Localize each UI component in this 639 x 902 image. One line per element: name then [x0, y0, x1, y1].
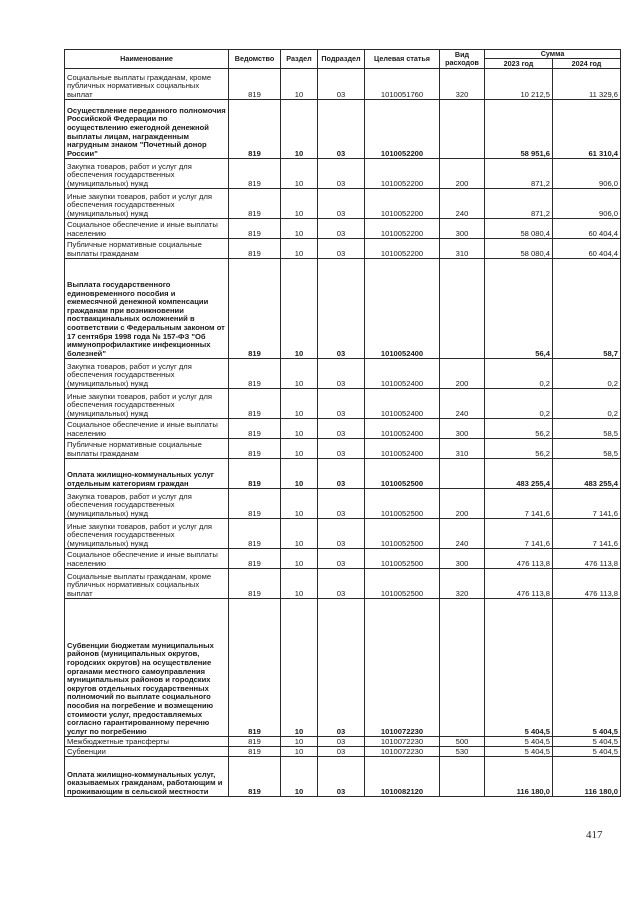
cell-section: 10: [281, 100, 318, 159]
cell-name: Закупка товаров, работ и услуг для обеспечения государственных (муниципальных) нужд: [65, 489, 229, 519]
cell-name: Публичные нормативные социальные выплаты гражданам: [65, 439, 229, 459]
cell-sum-2023: 116 180,0: [485, 757, 553, 797]
cell-department: 819: [229, 569, 281, 599]
cell-sum-2024: 5 404,5: [553, 747, 621, 757]
cell-expense-type: 310: [440, 239, 485, 259]
cell-section: 10: [281, 189, 318, 219]
cell-department: 819: [229, 419, 281, 439]
cell-section: 10: [281, 459, 318, 489]
cell-sum-2024: 5 404,5: [553, 599, 621, 737]
cell-expense-type: 200: [440, 489, 485, 519]
cell-department: 819: [229, 459, 281, 489]
table-row: [65, 747, 621, 757]
header-department: Ведомство: [229, 50, 281, 69]
cell-subsection: 03: [318, 737, 365, 747]
table-body: [65, 69, 621, 797]
cell-sum-2023: 58 080,4: [485, 219, 553, 239]
cell-section: 10: [281, 419, 318, 439]
cell-section: 10: [281, 69, 318, 100]
cell-expense-type: 530: [440, 747, 485, 757]
page-number: 417: [586, 829, 603, 841]
cell-section: 10: [281, 569, 318, 599]
cell-target: 1010072230: [365, 737, 440, 747]
cell-expense-type: 300: [440, 219, 485, 239]
cell-subsection: 03: [318, 69, 365, 100]
cell-subsection: 03: [318, 189, 365, 219]
cell-sum-2023: 476 113,8: [485, 549, 553, 569]
cell-sum-2023: 56,4: [485, 259, 553, 359]
cell-department: 819: [229, 389, 281, 419]
cell-expense-type: 240: [440, 389, 485, 419]
cell-section: 10: [281, 359, 318, 389]
table-header: [65, 50, 621, 69]
cell-name: Закупка товаров, работ и услуг для обеспечения государственных (муниципальных) нужд: [65, 159, 229, 189]
cell-section: 10: [281, 747, 318, 757]
cell-expense-type: 310: [440, 439, 485, 459]
cell-subsection: 03: [318, 569, 365, 599]
cell-sum-2023: 10 212,5: [485, 69, 553, 100]
table-row: [65, 599, 621, 737]
cell-sum-2023: 0,2: [485, 389, 553, 419]
cell-sum-2023: 0,2: [485, 359, 553, 389]
cell-department: 819: [229, 489, 281, 519]
header-section: Раздел: [281, 50, 318, 69]
cell-section: 10: [281, 599, 318, 737]
table-row: [65, 569, 621, 599]
cell-name: Социальные выплаты гражданам, кроме публичных нормативных социальных выплат: [65, 569, 229, 599]
cell-sum-2024: 476 113,8: [553, 569, 621, 599]
cell-subsection: 03: [318, 439, 365, 459]
table-row: [65, 189, 621, 219]
cell-section: 10: [281, 489, 318, 519]
cell-sum-2024: 476 113,8: [553, 549, 621, 569]
cell-sum-2023: 476 113,8: [485, 569, 553, 599]
cell-expense-type: 240: [440, 189, 485, 219]
cell-sum-2024: 61 310,4: [553, 100, 621, 159]
table-row: [65, 459, 621, 489]
table-row: [65, 519, 621, 549]
header-year-2024: 2024 год: [553, 59, 621, 69]
cell-section: 10: [281, 757, 318, 797]
cell-department: 819: [229, 239, 281, 259]
table-row: [65, 389, 621, 419]
table-row: [65, 239, 621, 259]
cell-sum-2023: 5 404,5: [485, 737, 553, 747]
cell-target: 1010082120: [365, 757, 440, 797]
cell-target: 1010052500: [365, 489, 440, 519]
table-row: [65, 549, 621, 569]
cell-sum-2024: 906,0: [553, 159, 621, 189]
cell-sum-2024: 7 141,6: [553, 519, 621, 549]
cell-sum-2024: 60 404,4: [553, 239, 621, 259]
cell-target: 1010052200: [365, 189, 440, 219]
table-row: [65, 419, 621, 439]
cell-target: 1010052500: [365, 569, 440, 599]
cell-target: 1010052500: [365, 549, 440, 569]
cell-name: Публичные нормативные социальные выплаты гражданам: [65, 239, 229, 259]
cell-section: 10: [281, 549, 318, 569]
cell-target: 1010052400: [365, 259, 440, 359]
table-row: [65, 489, 621, 519]
cell-expense-type: 300: [440, 419, 485, 439]
cell-department: 819: [229, 69, 281, 100]
cell-sum-2023: 7 141,6: [485, 489, 553, 519]
cell-subsection: 03: [318, 389, 365, 419]
table-row: [65, 219, 621, 239]
cell-sum-2023: 5 404,5: [485, 599, 553, 737]
cell-name: Выплата государственного единовременного пособия и ежемесячной денежной компенсации гражданам при возникновении поствакцинальных осложнений в соответствии с Федеральным законом от 17 сентября 1998 года № 157-ФЗ "Об иммунопрофилактике инфекционных болезней": [65, 259, 229, 359]
cell-target: 1010051760: [365, 69, 440, 100]
cell-expense-type: [440, 599, 485, 737]
cell-subsection: 03: [318, 239, 365, 259]
cell-name: Социальное обеспечение и иные выплаты населению: [65, 219, 229, 239]
cell-sum-2024: 7 141,6: [553, 489, 621, 519]
cell-department: 819: [229, 439, 281, 459]
cell-sum-2024: 58,7: [553, 259, 621, 359]
table-row: [65, 100, 621, 159]
cell-sum-2024: 58,5: [553, 419, 621, 439]
cell-name: Оплата жилищно-коммунальных услуг, оказываемых гражданам, работающим и проживающим в сельской местности: [65, 757, 229, 797]
cell-department: 819: [229, 359, 281, 389]
cell-sum-2023: 58 080,4: [485, 239, 553, 259]
cell-sum-2023: 56,2: [485, 419, 553, 439]
cell-name: Социальное обеспечение и иные выплаты населению: [65, 549, 229, 569]
cell-subsection: 03: [318, 747, 365, 757]
cell-sum-2023: 7 141,6: [485, 519, 553, 549]
cell-name: Оплата жилищно-коммунальных услуг отдельным категориям граждан: [65, 459, 229, 489]
cell-section: 10: [281, 737, 318, 747]
cell-section: 10: [281, 439, 318, 459]
cell-department: 819: [229, 100, 281, 159]
cell-sum-2024: 60 404,4: [553, 219, 621, 239]
cell-target: 1010052400: [365, 439, 440, 459]
cell-sum-2023: 5 404,5: [485, 747, 553, 757]
header-sum: Сумма: [485, 50, 621, 59]
cell-section: 10: [281, 259, 318, 359]
cell-target: 1010052200: [365, 219, 440, 239]
cell-department: 819: [229, 189, 281, 219]
cell-department: 819: [229, 219, 281, 239]
cell-name: Иные закупки товаров, работ и услуг для обеспечения государственных (муниципальных) нужд: [65, 389, 229, 419]
cell-target: 1010072230: [365, 747, 440, 757]
cell-target: 1010052500: [365, 459, 440, 489]
cell-expense-type: 500: [440, 737, 485, 747]
cell-section: 10: [281, 219, 318, 239]
cell-name: Иные закупки товаров, работ и услуг для обеспечения государственных (муниципальных) нужд: [65, 519, 229, 549]
table-row: [65, 69, 621, 100]
cell-subsection: 03: [318, 519, 365, 549]
cell-name: Субвенции бюджетам муниципальных районов (муниципальных округов, городских округов) на осуществление органами местного самоуправления муниципальных районов и городских округов отдельных государственных полномочий по выплате социального пособия на погребение и возмещению стоимости услуг, предоставляемых согласно гарантированному перечню услуг по погребению: [65, 599, 229, 737]
cell-sum-2024: 906,0: [553, 189, 621, 219]
cell-target: 1010052400: [365, 359, 440, 389]
cell-expense-type: [440, 757, 485, 797]
cell-name: Социальное обеспечение и иные выплаты населению: [65, 419, 229, 439]
cell-section: 10: [281, 239, 318, 259]
cell-section: 10: [281, 159, 318, 189]
cell-department: 819: [229, 757, 281, 797]
cell-sum-2024: 5 404,5: [553, 737, 621, 747]
cell-sum-2023: 56,2: [485, 439, 553, 459]
header-expense-type: Вид расходов: [440, 50, 485, 69]
cell-subsection: 03: [318, 159, 365, 189]
cell-subsection: 03: [318, 259, 365, 359]
table-row: [65, 439, 621, 459]
header-name: Наименование: [65, 50, 229, 69]
cell-subsection: 03: [318, 359, 365, 389]
cell-sum-2023: 871,2: [485, 159, 553, 189]
header-year-2023: 2023 год: [485, 59, 553, 69]
cell-department: 819: [229, 549, 281, 569]
cell-subsection: 03: [318, 100, 365, 159]
cell-name: Осуществление переданного полномочия Российской Федерации по осуществлению ежегодной денежной выплаты лицам, награжденным нагрудным знаком "Почетный донор России": [65, 100, 229, 159]
cell-subsection: 03: [318, 219, 365, 239]
cell-expense-type: [440, 100, 485, 159]
cell-subsection: 03: [318, 459, 365, 489]
table-row: [65, 259, 621, 359]
cell-expense-type: 240: [440, 519, 485, 549]
cell-department: 819: [229, 519, 281, 549]
cell-expense-type: 320: [440, 569, 485, 599]
cell-sum-2023: 871,2: [485, 189, 553, 219]
cell-target: 1010052200: [365, 159, 440, 189]
cell-sum-2024: 58,5: [553, 439, 621, 459]
cell-expense-type: 320: [440, 69, 485, 100]
cell-target: 1010052400: [365, 419, 440, 439]
cell-expense-type: 300: [440, 549, 485, 569]
header-target: Целевая статья: [365, 50, 440, 69]
table-row: [65, 737, 621, 747]
cell-expense-type: [440, 259, 485, 359]
table-row: [65, 159, 621, 189]
cell-subsection: 03: [318, 489, 365, 519]
cell-sum-2024: 11 329,6: [553, 69, 621, 100]
cell-department: 819: [229, 259, 281, 359]
cell-section: 10: [281, 519, 318, 549]
cell-expense-type: 200: [440, 159, 485, 189]
cell-expense-type: [440, 459, 485, 489]
cell-name: Иные закупки товаров, работ и услуг для обеспечения государственных (муниципальных) нужд: [65, 189, 229, 219]
cell-subsection: 03: [318, 549, 365, 569]
cell-subsection: 03: [318, 757, 365, 797]
cell-name: Межбюджетные трансферты: [65, 737, 229, 747]
table-row: [65, 359, 621, 389]
table-row: [65, 757, 621, 797]
cell-sum-2023: 58 951,6: [485, 100, 553, 159]
cell-target: 1010072230: [365, 599, 440, 737]
cell-sum-2023: 483 255,4: [485, 459, 553, 489]
cell-sum-2024: 483 255,4: [553, 459, 621, 489]
cell-name: Социальные выплаты гражданам, кроме публичных нормативных социальных выплат: [65, 69, 229, 100]
cell-target: 1010052200: [365, 239, 440, 259]
cell-target: 1010052200: [365, 100, 440, 159]
cell-department: 819: [229, 737, 281, 747]
cell-expense-type: 200: [440, 359, 485, 389]
budget-table: [64, 49, 621, 797]
header-subsection: Подраздел: [318, 50, 365, 69]
cell-department: 819: [229, 599, 281, 737]
cell-subsection: 03: [318, 599, 365, 737]
cell-sum-2024: 0,2: [553, 359, 621, 389]
cell-subsection: 03: [318, 419, 365, 439]
cell-department: 819: [229, 747, 281, 757]
cell-target: 1010052400: [365, 389, 440, 419]
cell-name: Субвенции: [65, 747, 229, 757]
cell-department: 819: [229, 159, 281, 189]
cell-target: 1010052500: [365, 519, 440, 549]
cell-section: 10: [281, 389, 318, 419]
cell-name: Закупка товаров, работ и услуг для обеспечения государственных (муниципальных) нужд: [65, 359, 229, 389]
cell-sum-2024: 0,2: [553, 389, 621, 419]
cell-sum-2024: 116 180,0: [553, 757, 621, 797]
